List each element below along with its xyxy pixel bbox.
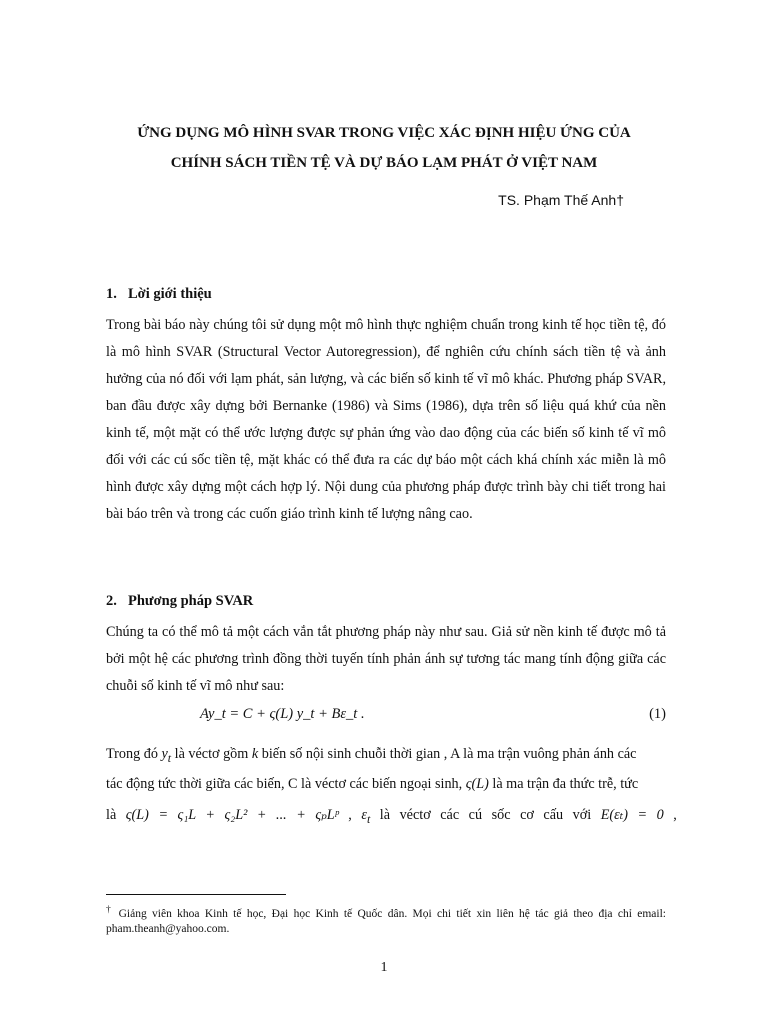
footnote-mark: † bbox=[106, 904, 114, 915]
math-sub-t: t bbox=[167, 750, 172, 765]
section-2-paragraph: Chúng ta có thể mô tả một cách vắn tắt phương pháp này như sau. Giả sử nền kinh tế được mô tả bởi một hệ các phương trình đồng thời tuyến tính phản ánh sự tương tác mang tính động giữa các chuỗi số kinh tế vĩ mô như sau: bbox=[106, 624, 666, 694]
footnote-divider bbox=[106, 894, 286, 895]
text-segment: tác động tức thời giữa các biến, C là véctơ các biến ngoại sinh, bbox=[106, 776, 463, 792]
section-1-paragraph: Trong bài báo này chúng tôi sử dụng một mô hình thực nghiệm chuẩn trong kinh tế học tiền tệ, đó là mô hình SVAR (Structural Vector Autoregression), để nghiên cứu chính sách tiền tệ và ảnh hưởng của nó đối với lạm phát, sản lượng, và các biến số kinh tế vĩ mô khác. Phương pháp SVAR, ban đầu được xây dựng bởi Bernanke (1986) và Sims (1986), dựa trên số liệu quá khứ của nền kinh tế, một mặt có thể ước lượng được sự phản ứng vào dao động của các biến số kinh tế vĩ mô đối với các cú sốc tiền tệ, mặt khác có thể đưa ra các dự báo một cách khá chính xác miễn là mô hình được xây dựng một cách hợp lý. Nội dung của phương pháp được trình bày chi tiết trong hai bài báo trên và trong các cuốn giáo trình kinh tế lượng nâng cao. bbox=[106, 317, 666, 522]
equation-1: Ay_t = C + ς(L) y_t + Bε_t . bbox=[200, 706, 365, 722]
equation-1-number: (1) bbox=[649, 706, 666, 722]
section-2-number: 2. bbox=[106, 593, 117, 609]
math-sub-t: t bbox=[366, 811, 371, 826]
math-k: k bbox=[251, 746, 259, 762]
text-segment: là bbox=[106, 807, 117, 823]
section-2-heading bbox=[106, 593, 253, 610]
section-1-title: Lời giới thiệu bbox=[128, 286, 212, 302]
section-1-heading bbox=[106, 286, 212, 303]
text-segment: Trong đó bbox=[106, 746, 158, 762]
section-1-number: 1. bbox=[106, 286, 117, 302]
title-line-1: ỨNG DỤNG MÔ HÌNH SVAR TRONG VIỆC XÁC ĐỊNH HIỆU ỨNG CỦA bbox=[137, 125, 631, 141]
math-y: y bbox=[161, 746, 168, 762]
math-expectation: E(εₜ) = 0 bbox=[600, 807, 664, 823]
math-sigma-l: ς(L) bbox=[465, 776, 489, 792]
text-segment: là ma trận đa thức trễ, tức bbox=[492, 776, 639, 792]
text-segment: là véctơ gồm bbox=[174, 746, 249, 762]
author-name: TS. Phạm Thế Anh† bbox=[498, 192, 624, 208]
text-line-after-eq-3 bbox=[106, 802, 677, 833]
footnote bbox=[106, 902, 666, 937]
page-number: 1 bbox=[380, 960, 388, 975]
math-epsilon-t bbox=[361, 807, 371, 826]
text-segment: , bbox=[673, 807, 677, 823]
footnote-text: Giảng viên khoa Kinh tế học, Đại học Kinh tế Quốc dân. Mọi chi tiết xin liên hệ tác giả theo địa chỉ email: pham.theanh@yahoo.com. bbox=[106, 907, 666, 935]
text-segment: là véctơ các cú sốc cơ cấu với bbox=[379, 807, 592, 823]
text-line-after-eq-1 bbox=[106, 741, 666, 772]
math-polynomial: ς(L) = ς₁L + ς₂L² + ... + ςₚLᵖ bbox=[125, 807, 339, 823]
title-line-2: CHÍNH SÁCH TIỀN TỆ VÀ DỰ BÁO LẠM PHÁT Ở VIỆT NAM bbox=[170, 155, 598, 171]
text-segment: , bbox=[348, 807, 352, 823]
paper-title bbox=[100, 118, 668, 178]
math-yt bbox=[161, 746, 172, 765]
text-segment: biến số nội sinh chuỗi thời gian , A là ma trận vuông phản ánh các bbox=[261, 746, 637, 762]
text-line-after-eq-2 bbox=[106, 771, 666, 798]
section-2-title: Phương pháp SVAR bbox=[128, 593, 254, 609]
math-epsilon: ε bbox=[361, 807, 367, 823]
